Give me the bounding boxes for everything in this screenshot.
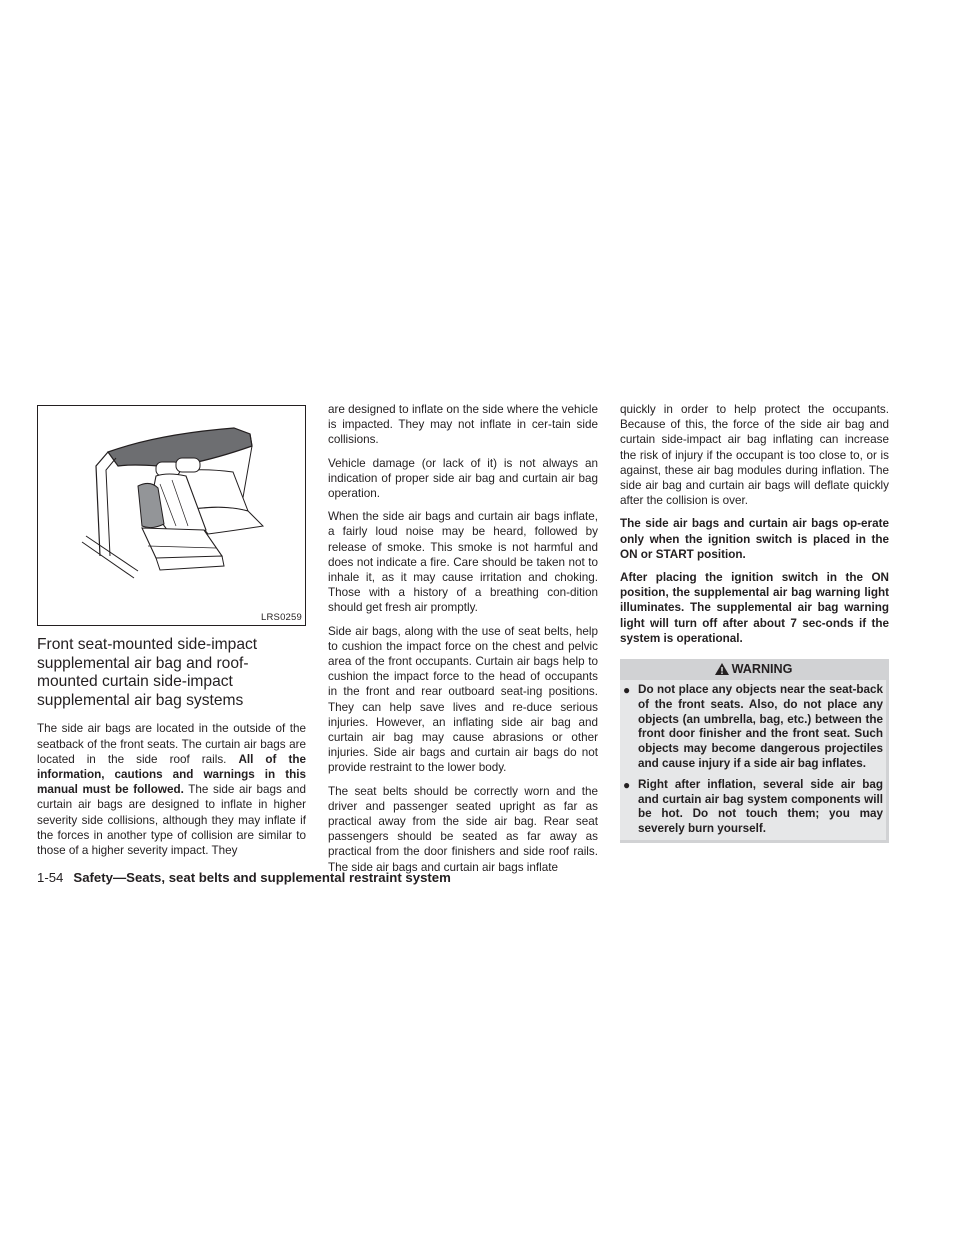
col2-paragraph-1: are designed to inflate on the side where the vehicle is impacted. They may not inflate in cer-tain side collisions.: [328, 403, 598, 447]
col3-paragraph-3: After placing the ignition switch in the ON position, the supplemental air bag warning light illuminates. The supplemental air bag warning light will turn off after about 7 sec-onds if the system is operational.: [620, 571, 889, 645]
col2-paragraph-2: Vehicle damage (or lack of it) is not always an indication of proper side air bag and curtain air bag operation.: [328, 456, 598, 501]
intro-text-1: The side air bags are located in the outside of the seatback of the front seats. The curtain air bags are located in the side roof rails.: [37, 722, 306, 766]
intro-bold-text: All of the information, cautions and warnings in this manual must be followed.: [37, 752, 306, 797]
intro-paragraph: [37, 721, 306, 858]
col2-paragraph-4: Side air bags, along with the use of seat belts, help to cushion the impact force on the chest and pelvic area of the front occupants. Curtain air bags help to cushion the impact force to the head of occupants in the front and rear outboard seat-ing positions. They can help save lives and re-duce serious injuries. However, an inflating side air bag and curtain air bag may cause abrasions or other injuries. Side air bags and curtain air bags do not provide restraint to the lower body.: [328, 624, 598, 775]
warning-triangle-icon: [714, 662, 730, 676]
page-footer: [37, 870, 451, 885]
warning-header: [620, 659, 886, 680]
bullet-icon: ●: [623, 683, 631, 698]
warning-title: WARNING: [731, 662, 793, 677]
airbag-illustration: [37, 405, 306, 626]
section-heading: Front seat-mounted side-impact supplemental air bag and roof-mounted curtain side-impact supplemental air bag systems: [37, 636, 258, 709]
warning-item: [620, 778, 886, 837]
warning-body: [620, 680, 886, 840]
footer-title: Safety—Seats, seat belts and supplemental restraint system: [73, 870, 451, 885]
col3-paragraph-2: The side air bags and curtain air bags op-erate only when the ignition switch is placed in the ON or START position.: [620, 517, 889, 561]
column-3: [620, 402, 889, 843]
column-2: [328, 402, 598, 883]
warning-item-text: Do not place any objects near the seat-back of the front seats. Also, do not place any objects (an umbrella, bag, etc.) between the front door finisher and the front seat. Such objects may become dangerous projectiles and cause injury if a side air bag inflates.: [638, 683, 883, 771]
warning-box: [620, 659, 889, 843]
warning-item: [620, 683, 886, 772]
column-1: [37, 402, 306, 866]
intro-text-2: The side air bags and curtain air bags are designed to inflate in higher severity side collisions, although they may inflate if the forces in another type of collision are similar to those of a higher severity impact. They: [37, 783, 306, 857]
seat-airbag-drawing: [38, 406, 305, 625]
page-number: 1-54: [37, 870, 64, 885]
col2-paragraph-5: The seat belts should be correctly worn and the driver and passenger seated upright as far as practical away from the side air bag. Rear seat passengers should be seated as far away as practical from the door finishers and side roof rails. The side air bags and curtain air bags inflate: [328, 784, 598, 874]
warning-item-text: Right after inflation, several side air bag and curtain air bag system components will be hot. Do not touch them; you may severely burn yourself.: [638, 777, 883, 836]
col3-paragraph-1: quickly in order to help protect the occupants. Because of this, the force of the side air bag and curtain side-impact air bag inflating can increase the risk of injury if the occupant is too close to, or is against, these air bag modules during inflation. The side air bag and curtain air bags will deflate quickly after the collision is over.: [620, 403, 889, 508]
bullet-icon: ●: [623, 777, 631, 792]
figure-code: LRS0259: [260, 612, 302, 623]
col2-paragraph-3: When the side air bags and curtain air bags inflate, a fairly loud noise may be heard, followed by release of smoke. This smoke is not harmful and does not indicate a fire. Care should be taken not to inhale it, as it may cause irritation and choking. Those with a history of a breathing con-dition should get fresh air promptly.: [328, 510, 598, 615]
